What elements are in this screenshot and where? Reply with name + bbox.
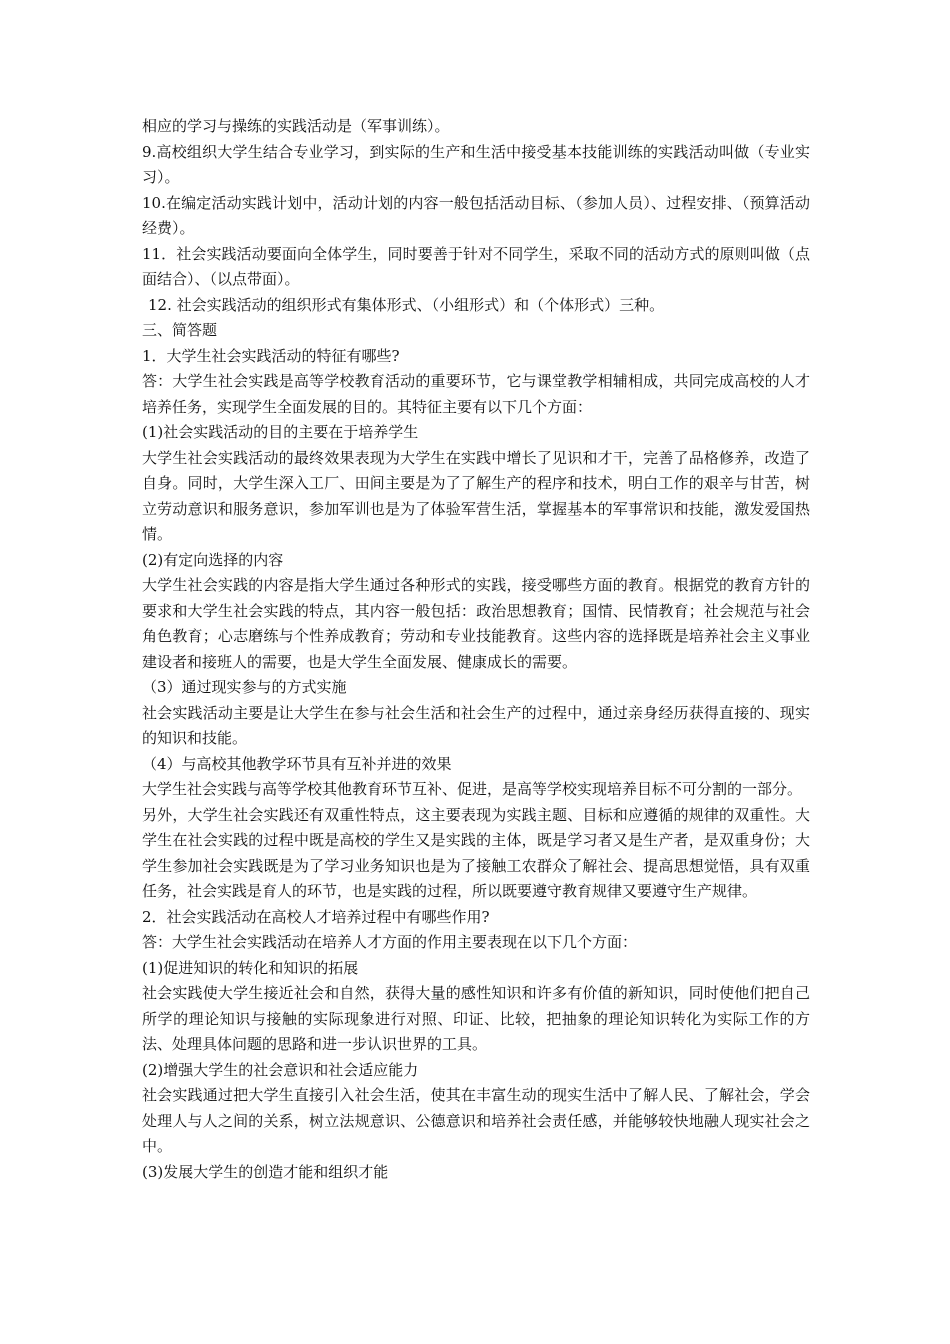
fill-blank-item-9: 9.高校组织大学生结合专业学习，到实际的生产和生活中接受基本技能训练的实践活动叫做（专业实习）。 (142, 142, 810, 186)
paragraph: 社会实践通过把大学生直接引入社会生活，使其在丰富生动的现实生活中了解人民、了解社会，学会处理人与人之间的关系，树立法规意识、公德意识和培养社会责任感，并能够较快地融人现实社会之中。 (142, 1086, 810, 1155)
paragraph: 大学生社会实践的内容是指大学生通过各种形式的实践，接受哪些方面的教育。根据党的教育方针的要求和大学生社会实践的特点，其内容一般包括：政治思想教育；国情、民情教育；社会规范与社会角色教育；心志磨练与个性养成教育；劳动和专业技能教育。这些内容的选择既是培养社会主义事业建设者和接班人的需要，也是大学生全面发展、健康成长的需要。 (142, 576, 810, 671)
paragraph: 社会实践活动主要是让大学生在参与社会生活和社会生产的过程中，通过亲身经历获得直接的、现实的知识和技能。 (142, 703, 810, 747)
subheading: (2)增强大学生的社会意识和社会适应能力 (142, 1060, 419, 1079)
paragraph: 相应的学习与操练的实践活动是（军事训练）。 (142, 117, 450, 135)
paragraph: 大学生社会实践活动的最终效果表现为大学生在实践中增长了见识和才干，完善了品格修养，改造了自身。同时，大学生深入工厂、田间主要是为了了解生产的程序和技术，明白工作的艰辛与甘苦，树立劳动意识和服务意识，参加军训也是为了体验军营生活，掌握基本的军事常识和技能，激发爱国热情。 (142, 448, 810, 543)
subheading: （3）通过现实参与的方式实施 (142, 678, 347, 696)
fill-blank-item-12: 12. 社会实践活动的组织形式有集体形式、（小组形式）和（个体形式）三种。 (148, 295, 665, 314)
answer-intro: 答：大学生社会实践是高等学校教育活动的重要环节，它与课堂教学相辅相成，共同完成高校的人才培养任务，实现学生全面发展的目的。其特征主要有以下几个方面： (142, 372, 810, 416)
paragraph: 大学生社会实践与高等学校其他教育环节互补、促进，是高等学校实现培养目标不可分割的一部分。 (142, 780, 803, 798)
document-page (142, 114, 810, 1185)
answer-intro: 答：大学生社会实践活动在培养人才方面的作用主要表现在以下几个方面： (142, 933, 638, 951)
paragraph: 另外，大学生社会实践还有双重性特点，这主要表现为实践主题、目标和应遵循的规律的双重性。大学生在社会实践的过程中既是高校的学生又是实践的主体，既是学习者又是生产者，是双重身份；大学生参加社会实践既是为了学习业务知识也是为了接触工农群众了解社会、提高思想觉悟，具有双重任务，社会实践是育人的环节，也是实践的过程，所以既要遵守教育规律又要遵守生产规律。 (142, 805, 810, 900)
fill-blank-item-10: 10.在编定活动实践计划中，活动计划的内容一般包括活动目标、（参加人员）、过程安排、（预算活动经费）。 (142, 193, 810, 237)
paragraph: 社会实践使大学生接近社会和自然，获得大量的感性知识和许多有价值的新知识，同时使他们把自己所学的理论知识与接触的实际现象进行对照、印证、比较，把抽象的理论知识转化为实际工作的方法、处理具体问题的思路和进一步认识世界的工具。 (142, 984, 810, 1053)
section-heading: 三、简答题 (142, 321, 218, 339)
subheading: （4）与高校其他教学环节具有互补并进的效果 (142, 754, 452, 773)
question-1: 1．大学生社会实践活动的特征有哪些? (142, 346, 400, 365)
subheading: (1)社会实践活动的目的主要在于培养学生 (142, 423, 419, 441)
subheading: (2)有定向选择的内容 (142, 550, 284, 569)
subheading: (1)促进知识的转化和知识的拓展 (142, 958, 359, 977)
question-2: 2．社会实践活动在高校人才培养过程中有哪些作用? (142, 907, 490, 926)
subheading: (3)发展大学生的创造才能和组织才能 (142, 1162, 389, 1181)
fill-blank-item-11: 11．社会实践活动要面向全体学生，同时要善于针对不同学生，采取不同的活动方式的原则叫做（点面结合）、（以点带面）。 (142, 244, 810, 288)
